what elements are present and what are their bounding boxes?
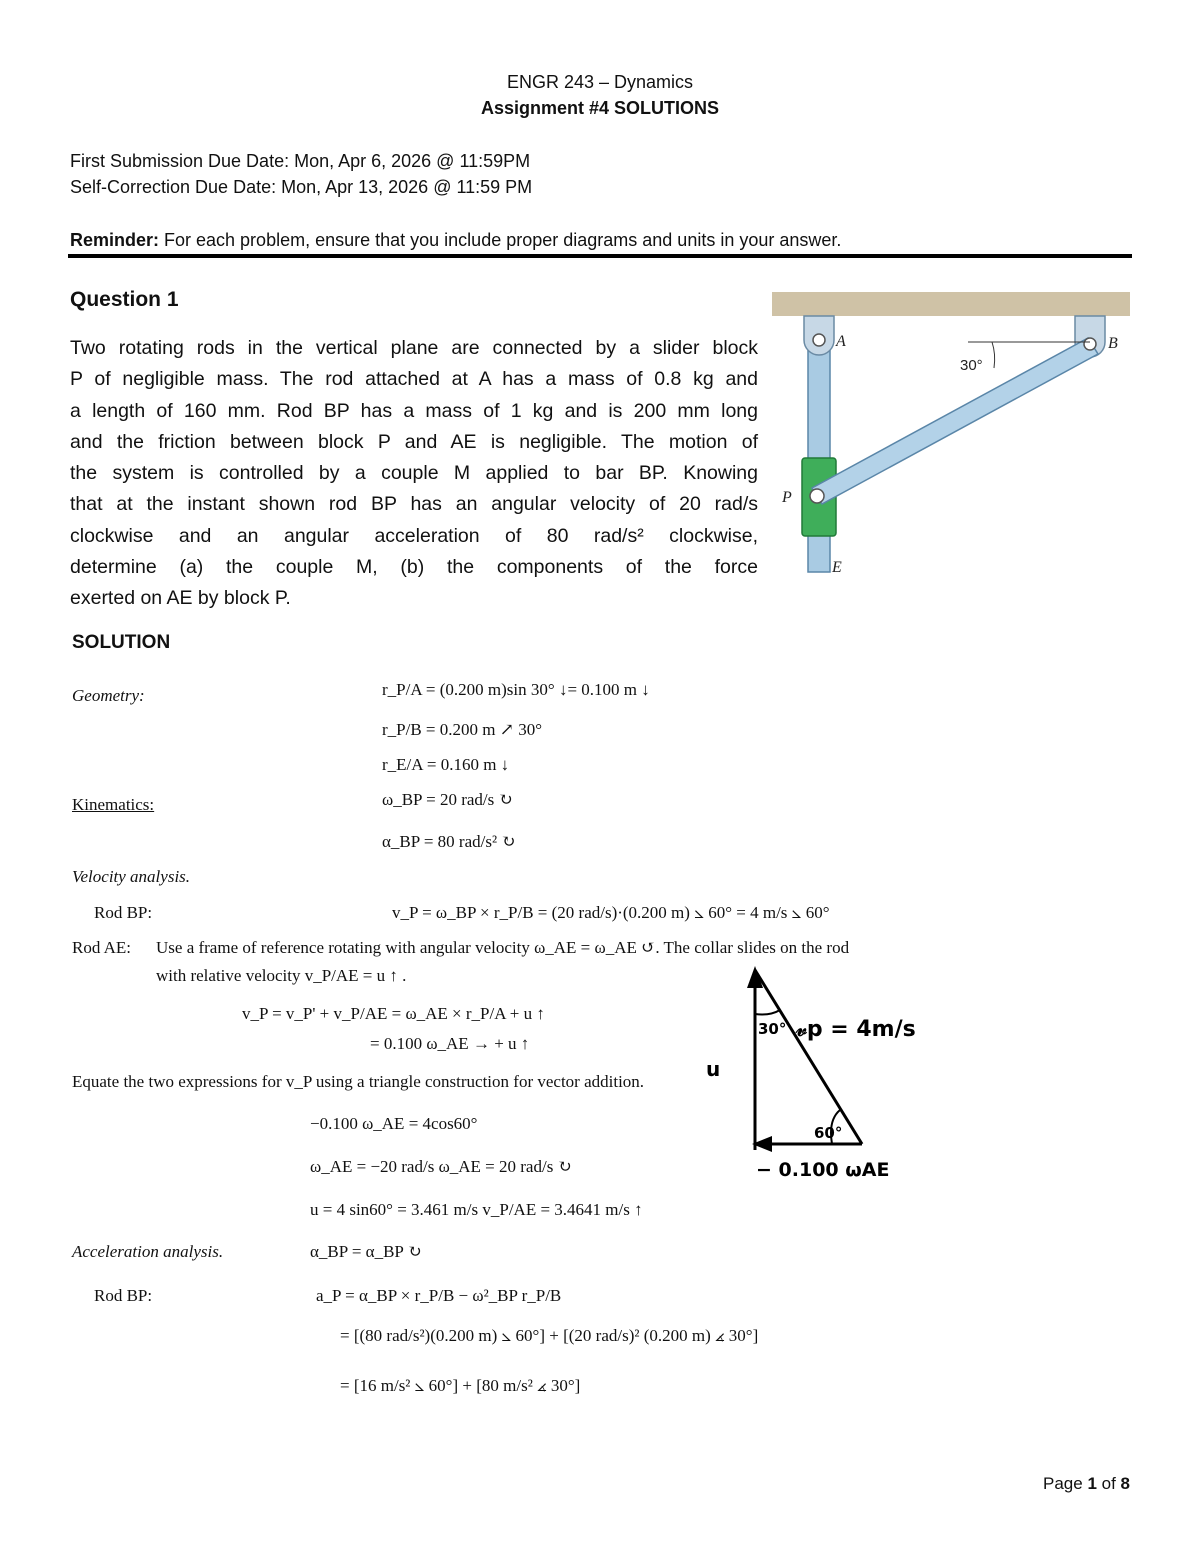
- kinematics-label: Kinematics:: [72, 795, 155, 814]
- angle-arc: [992, 342, 995, 368]
- reminder-label: Reminder:: [70, 230, 160, 250]
- question-line: P of negligible mass. The rod attached at A has a mass of 0.8 kg and: [70, 368, 758, 391]
- pin-p: [810, 489, 824, 503]
- self-correction-date: Mon, Apr 13, 2026 @ 11:59 PM: [276, 177, 533, 197]
- page-total: 8: [1120, 1474, 1130, 1493]
- velocity-analysis-label: Velocity analysis.: [72, 867, 191, 886]
- rod-bp-label: Rod BP:: [94, 903, 153, 922]
- acceleration-eq-1: a_P = α_BP × r_P/B − ω²_BP r_P/B: [316, 1286, 562, 1305]
- course-title: ENGR 243 – Dynamics: [506, 72, 694, 92]
- solution-heading: SOLUTION: [72, 632, 171, 653]
- equation-3: u = 4 sin60° = 3.461 m/s v_P/AE = 3.4641 m/s ↑: [310, 1200, 643, 1219]
- first-submission-date: Mon, Apr 6, 2026 @ 11:59PM: [289, 151, 531, 171]
- angle-mark-top: [755, 1010, 780, 1015]
- sketch-u-label: u: [706, 1057, 721, 1081]
- sketch-angle-bottom: 60°: [814, 1124, 843, 1142]
- page-of: of: [1096, 1474, 1121, 1493]
- label-b: B: [1108, 335, 1118, 352]
- rod-ae-label: Rod AE:: [72, 938, 132, 957]
- question-title: Question 1: [70, 288, 179, 311]
- kinematics-eq-1: ω_BP = 20 rad/s ↻: [382, 790, 513, 809]
- question-line: that at the instant shown rod BP has an angular velocity of 20 rad/s: [70, 493, 758, 516]
- equation-1: −0.100 ω_AE = 4cos60°: [310, 1114, 478, 1133]
- page-number: [1043, 1474, 1130, 1494]
- sketch-bottom-label: − 0.100 ωAE: [756, 1159, 890, 1181]
- header-rule: [68, 254, 1132, 258]
- velocity-ae-eq-1: v_P = v_P' + v_P/AE = ω_AE × r_P/A + u ↑: [242, 1004, 545, 1023]
- pin-a: [813, 334, 825, 346]
- rod-ae-text-1: Use a frame of reference rotating with angular velocity ω_AE = ω_AE ↺. The collar slides on the rod: [156, 938, 850, 957]
- question-line: Two rotating rods in the vertical plane are connected by a slider block: [70, 337, 758, 359]
- angle-label: 30°: [960, 357, 983, 374]
- sketch-angle-top: 30°: [758, 1020, 787, 1038]
- rod-bp: [812, 338, 1098, 504]
- geometry-eq-1: r_P/A = (0.200 m)sin 30° ↓= 0.100 m ↓: [382, 680, 650, 699]
- pin-b: [1084, 338, 1096, 350]
- equation-2: ω_AE = −20 rad/s ω_AE = 20 rad/s ↻: [310, 1157, 572, 1176]
- geometry-eq-3: r_E/A = 0.160 m ↓: [382, 755, 510, 774]
- reminder-text: For each problem, ensure that you include proper diagrams and units in your answer.: [159, 230, 842, 250]
- question-line: determine (a) the couple M, (b) the components of the force: [70, 556, 758, 579]
- question-text: [70, 333, 758, 615]
- equate-text: Equate the two expressions for v_P using a triangle construction for vector addition.: [72, 1072, 645, 1091]
- page-current: 1: [1087, 1474, 1097, 1493]
- acceleration-eq-2: = [(80 rad/s²)(0.200 m) ⦣ 60°] + [(20 rad/s)² (0.200 m) ∡ 30°]: [340, 1326, 759, 1345]
- first-submission-line: [70, 151, 530, 172]
- acceleration-analysis-label: Acceleration analysis.: [72, 1242, 224, 1261]
- mechanism-figure: [772, 288, 1132, 580]
- acceleration-eq-0: α_BP = α_BP ↻: [310, 1242, 422, 1261]
- question-line: and the friction between block P and AE is negligible. The motion of: [70, 430, 758, 453]
- question-line: the system is controlled by a couple M applied to bar BP. Knowing: [70, 462, 758, 485]
- ceiling: [772, 292, 1130, 316]
- acceleration-eq-3: = [16 m/s² ⦣ 60°] + [80 m/s² ∡ 30°]: [340, 1376, 581, 1395]
- geometry-eq-2: r_P/B = 0.200 m ↗ 30°: [382, 720, 543, 739]
- label-p: P: [782, 489, 792, 506]
- velocity-triangle-sketch: [700, 960, 940, 1185]
- rod-ae-text-2: with relative velocity v_P/AE = u ↑ .: [156, 966, 407, 985]
- sketch-vp-label: 𝓋p = 4m/s: [796, 1017, 916, 1042]
- question-line: exerted on AE by block P.: [70, 587, 291, 610]
- velocity-bp-eq: v_P = ω_BP × r_P/B = (20 rad/s)·(0.200 m) ⦣ 60° = 4 m/s ⦣ 60°: [392, 903, 830, 922]
- label-a: A: [836, 333, 846, 350]
- question-line: a length of 160 mm. Rod BP has a mass of 1 kg and is 200 mm long: [70, 399, 758, 422]
- question-line: clockwise and an angular acceleration of 80 rad/s² clockwise,: [70, 524, 758, 547]
- self-correction-label: Self-Correction Due Date:: [70, 177, 277, 197]
- rod-bp-label-2: Rod BP:: [94, 1286, 153, 1305]
- assignment-title: Assignment #4 SOLUTIONS: [480, 98, 720, 118]
- reminder-line: [70, 230, 841, 251]
- label-e: E: [832, 559, 842, 576]
- triangle-vp-side: [755, 970, 862, 1144]
- first-submission-label: First Submission Due Date:: [70, 151, 290, 171]
- self-correction-line: [70, 177, 532, 198]
- kinematics-eq-2: α_BP = 80 rad/s² ↻: [382, 832, 516, 851]
- velocity-ae-eq-2: = 0.100 ω_AE → + u ↑: [370, 1034, 530, 1053]
- page-prefix: Page: [1043, 1474, 1088, 1493]
- geometry-label: Geometry:: [72, 686, 145, 705]
